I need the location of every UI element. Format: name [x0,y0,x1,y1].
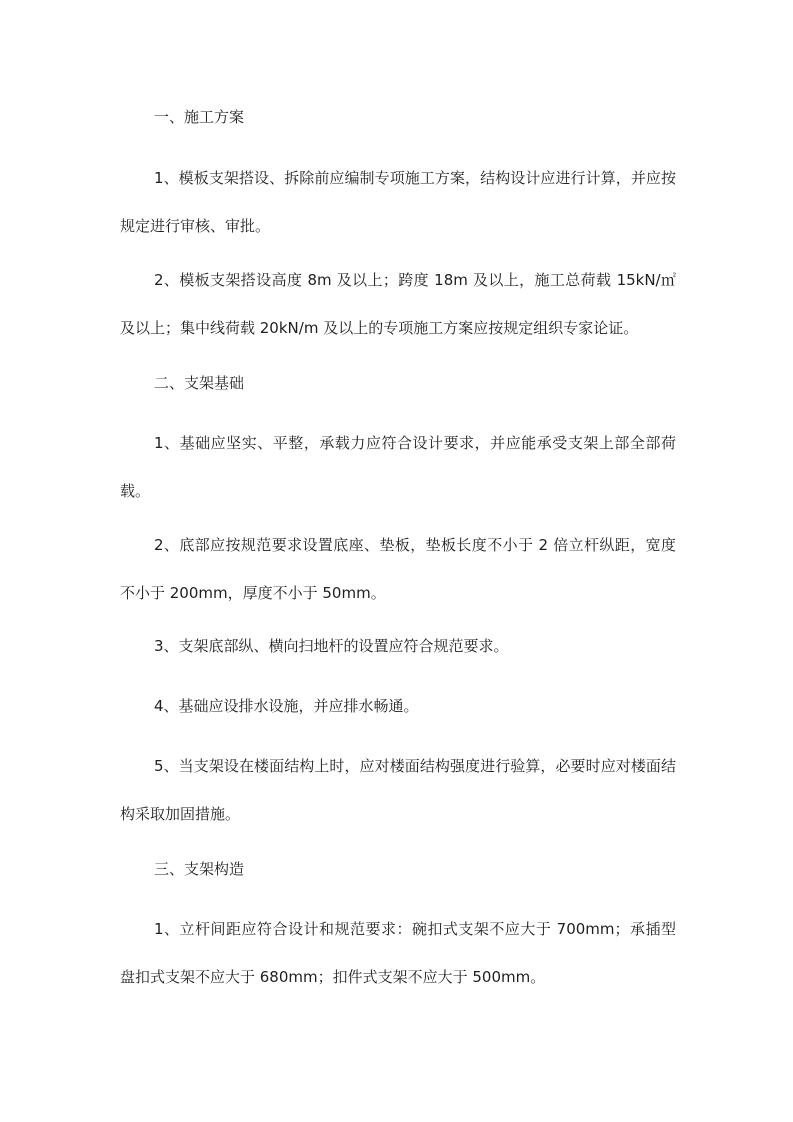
paragraph-structure-1: 1、立杆间距应符合设计和规范要求：碗扣式支架不应大于 700mm；承插型盘扣式支架不应大于 680mm；扣件式支架不应大于 500mm。 [120,920,676,986]
paragraph-foundation-5: 5、当支架设在楼面结构上时，应对楼面结构强度进行验算，必要时应对楼面结构采取加固措施。 [120,757,676,823]
section-heading-construction-plan: 一、施工方案 [154,108,245,126]
paragraph-plan-1: 1、模板支架搭设、拆除前应编制专项施工方案，结构设计应进行计算，并应按规定进行审核、审批。 [120,169,676,235]
section-heading-support-foundation: 二、支架基础 [154,374,245,392]
paragraph-foundation-4: 4、基础应设排水设施，并应排水畅通。 [154,697,419,715]
paragraph-foundation-2: 2、底部应按规范要求设置底座、垫板，垫板长度不小于 2 倍立杆纵距，宽度不小于 200mm，厚度不小于 50mm。 [120,536,676,602]
paragraph-foundation-1: 1、基础应坚实、平整，承载力应符合设计要求，并应能承受支架上部全部荷载。 [120,434,676,500]
section-heading-support-structure: 三、支架构造 [154,860,245,878]
paragraph-plan-2: 2、模板支架搭设高度 8m 及以上；跨度 18m 及以上，施工总荷载 15kN/㎡及以上；集中线荷载 20kN/m 及以上的专项施工方案应按规定组织专家论证。 [120,271,676,337]
paragraph-foundation-3: 3、支架底部纵、横向扫地杆的设置应符合规范要求。 [154,637,509,655]
